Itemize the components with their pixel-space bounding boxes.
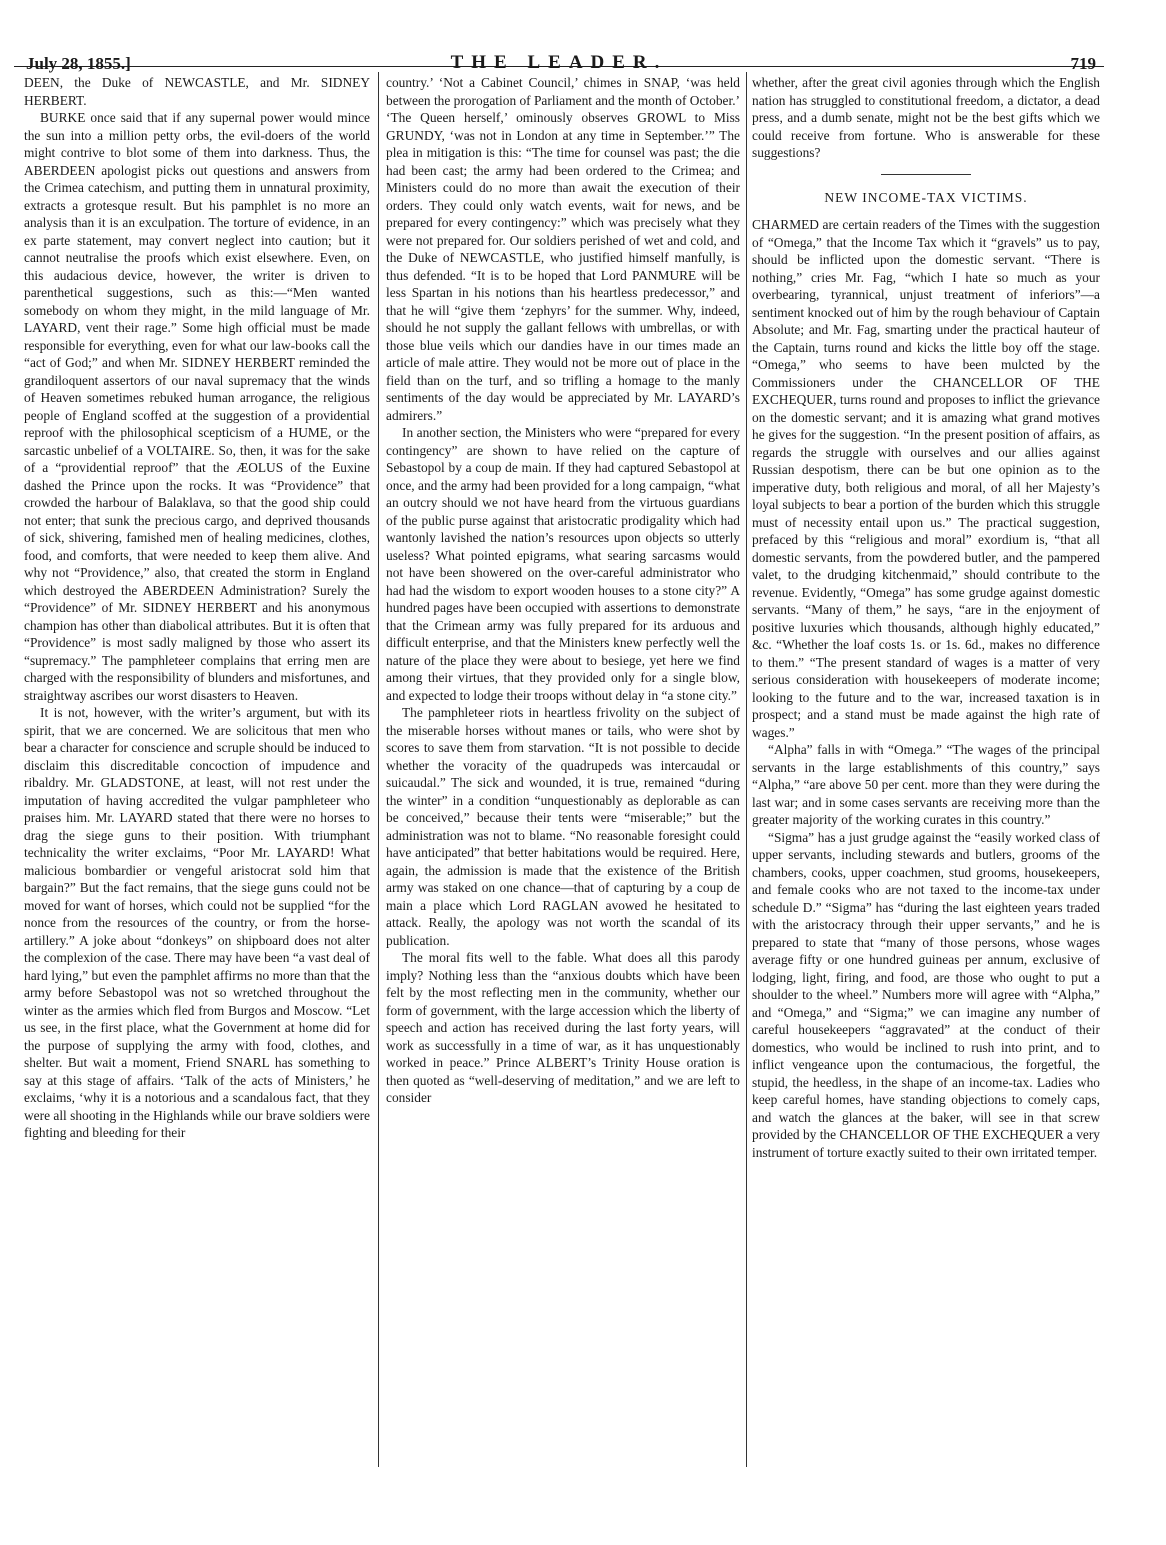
issue-date: July 28, 1855.]: [26, 54, 131, 73]
newspaper-title: THE LEADER.: [450, 52, 668, 73]
column-1: [24, 74, 370, 1534]
article-paragraph: DEEN, the Duke of NEWCASTLE, and Mr. SIDNEY HERBERT.: [24, 75, 370, 108]
article-paragraph: In another section, the Ministers who were “prepared for every contingency” are shown to have relied on the capture of Sebastopol by a coup de main. If they had captured Sebastopol at once, and the army had been provided for a long campaign, “what an outcry should we not have heard from the virtuous guardians of the public purse against that aristocratic prodigality which had wantonly lavished the nation’s resources upon objects so utterly useless? What pointed epigrams, what searing sarcasms would not have been showered on the over-careful administrator who had had the wisdom to export wooden houses to a stone city?” A hundred pages have been occupied with assertions to demonstrate that the Crimean army was fully prepared for its arduous and difficult enterprise, and that the Ministers knew perfectly well the nature of the place they were about to besiege, yet here we find among their virtues, that they provided only for a single blow, and expected to lodge their troops without delay in “a stone city.”: [386, 425, 740, 703]
column-3: [752, 74, 1100, 1534]
column-rule: [746, 72, 747, 1467]
column-rule: [378, 72, 379, 1467]
article-heading: NEW INCOME-TAX VICTIMS.: [824, 189, 1028, 205]
article-paragraph: country.’ ‘Not a Cabinet Council,’ chimes in SNAP, ‘was held between the prorogation of Parliament and the month of October.’ ‘The Queen herself,’ ominously observes GROWL to Miss GRUNDY, ‘was not in London at any time in September.’” The plea in mitigation is this: “The time for counsel was past; the die had been cast; the army had been ordered to the Crimea; and Ministers could do no more than await the execution of their orders. They could only watch events, wait for news, and be prepared for every contingency:” which was precisely what they were not prepared for. Our soldiers perished of wet and cold, and the Duke of NEWCASTLE, who justified himself manfully, is thus defended. “It is to be hoped that Lord PANMURE will be less Spartan in his notions than his heartless predecessor,” and that he will “give them ‘zephyrs’ for the summer. Why, indeed, should he not supply the gallant fellows with umbrellas, or with those blue veils which our dandies have in our times made an article of male attire. They would not be more out of place in the field than on the turf, and so trifling a homage to the manly sentiments of the day would be appreciated by Mr. LAYARD’s admirers.”: [386, 75, 740, 423]
article-paragraph: It is not, however, with the writer’s argument, but with its spirit, that we are concerned. We are solicitous that men who bear a character for conscience and scruple should be induced to disclaim this discreditable concoction of impudence and ribaldry. Mr. GLADSTONE, at least, will not rest under the imputation of having accredited the vulgar pamphleteer who praises him. Mr. LAYARD stated that there were no horses to drag the siege guns to their position. With triumphant technicality the writer exclaims, “Poor Mr. LAYARD! What malicious bombardier or vengeful aristocrat sold him that bargain?” But the fact remains, that the siege guns could not be moved for want of horses, which could not be supplied “for the nonce from the resources of the country, or from the horse-artillery.” A joke about “donkeys” on shipboard does not alter the complexion of the case. There may have been “a vast deal of hard lying,” but even the pamphlet affirms no more than that the army before Sebastopol was not so wretched throughout the winter as the armies which fled from Burgos and Moscow. “Let us see, in the first place, what the Government at home did for the purpose of supplying the army with food, clothes, and shelter. But wait a moment, Friend SNARL has something to say at this stage of affairs. ‘Talk of the acts of Ministers,’ he exclaims, ‘why it is a notorious and a scandalous fact, that they were all shooting in the Highlands while our brave soldiers were fighting and bleeding for their: [24, 705, 370, 1140]
article-paragraph: BURKE once said that if any supernal power would mince the sun into a million petty orbs, the evil-doers of the world might contrive to blot some of them into darkness. Thus, the ABERDEEN apologist picks out questions and answers from the Crimea catechism, and putting them in unnatural proximity, extracts a grotesque result. But his pamphlet is no more an analysis than it is an exculpation. The torture of evidence, in an ex parte statement, may convert neglect into caution; but it cannot neutralise the proofs which exist elsewhere. Even, on this audacious device, however, the writer is driven to parenthetical suggestions, such as this:—“Men wanted somebody on whom they might, in the mild language of Mr. LAYARD, vent their rage.” Some high official must be made responsible for everything, even for what our law-books call the “act of God;” and when Mr. SIDNEY HERBERT reminded the grandiloquent assertors of our naval supremacy that the winds of Heaven sometimes rebuked human arrogance, the religious people of England scoffed at the suggestion of a providential reproof with the philosophical scepticism of a HUME, or the sarcastic unbelief of a VOLTAIRE. So, then, it was for the sake of a “providential reproof” that the ÆOLUS of the Euxine dashed the Prince upon the rocks. It was “Providence” that crowded the harbour of Balaklava, so that the good ship could not enter; that sunk the precious cargo, and deprived thousands of sick, shivering, famished men of healing medicines, clothes, food, and comforts, that were needed to keep them alive. And why not “Providence,” also, that created the storm in England which destroyed the ABERDEEN Administration? Surely the “Providence” of Mr. SIDNEY HERBERT and his anonymous champion has other than diabolical attributes. But it is often that “Providence” is most sadly maligned by those who assert its “supremacy.” The pamphleteer complains that erring men are charged with the responsibility of blunders and misfortunes, and straightway ascribes our worst disasters to Heaven.: [24, 110, 370, 703]
article-paragraph: CHARMED are certain readers of the Times with the suggestion of “Omega,” that the Income Tax which it “gravels” us to pay, should be inflicted upon the domestic servant. “There is nothing,” cries Mr. Fag, “which I hate so much as your overbearing, tyrannical, unjust treatment of inferiors”—a sentiment knocked out of him by the rough behaviour of Captain Absolute; and Mr. Fag, smarting under the practical hauteur of the Captain, turns round and kicks the little boy off the stage. “Omega,” who seems to have been mulcted by the Commissioners under the CHANCELLOR OF THE EXCHEQUER, turns round and proposes to inflict the grievance on the domestic servant; and it is amazing what grand motives he gives for the suggestion. “In the present position of affairs, as regards the struggle with ourselves and our allies against Russian despotism, there can be but one opinion as to the imperative duty, both religious and moral, of all her Majesty’s loyal subjects to bear a portion of the burden which this struggle must of necessity entail upon us.” The practical suggestion, prefaced by this “religious and moral” exordium is, “that all domestic servants, from the powdered butler, and the pampered valet, to the drudging kitchenmaid,” should contribute to the revenue. Evidently, “Omega” has some grudge against domestic servants. “Many of them,” he says, “are in the enjoyment of positive luxuries which thousands, although highly educated,” &c. “Whether the loaf costs 1s. or 1s. 6d., makes no difference to them.” “The present standard of wages is a matter of very serious consideration with housekeepers of moderate income; looking to the future and to the war, increased taxation is in prospect; and a stand must be made against the high rate of wages.”: [752, 217, 1100, 740]
article-paragraph: The moral fits well to the fable. What does all this parody imply? Nothing less than the “anxious doubts which have been felt by the most reflecting men in the community, whether our form of government, with the large accession which the liberty of speech and action has received during the last forty years, will work as successfully in a time of war, as it has unquestionably worked in peace.” Prince ALBERT’s Trinity House oration is then quoted as “well-deserving of meditation,” and we are left to consider: [386, 950, 740, 1105]
page-number: 719: [1070, 54, 1096, 73]
masthead: [14, 10, 1104, 73]
column-2: [386, 74, 740, 1534]
article-paragraph: “Alpha” falls in with “Omega.” “The wages of the principal servants in the large establishments of this country,” says “Alpha,” “are above 50 per cent. more than they were during the last war; and in some cases servants are receiving more than the greater majority of the working curates in this country.”: [752, 742, 1100, 827]
article-paragraph: The pamphleteer riots in heartless frivolity on the subject of the miserable horses without manes or tails, who were shot by scores to save them from starvation. “It is not possible to decide whether the voracity of the quadrupeds was intercaudal or suicaudal.” The sick and wounded, it is true, remained “during the winter” in a condition “unquestionably as deplorable as can be conceived,” because their tents were “miserable;” but the administration was not to blame. “No reasonable foresight could have anticipated” that better habitations would be required. Here, again, the admission is made that the existence of the British army was staked on one chance—that of capturing by a coup de main a place which Lord RAGLAN avowed he hesitated to attack. Really, the apology was not worth the scandal of its publication.: [386, 705, 740, 948]
section-divider: [881, 174, 971, 175]
article-paragraph: whether, after the great civil agonies through which the English nation has struggled to constitutional freedom, a dictator, a dead press, and a dumb senate, might not be the best gifts which we could receive from fortune. Who is answerable for these suggestions?: [752, 75, 1100, 160]
article-paragraph: “Sigma” has a just grudge against the “easily worked class of upper servants, including stewards and butlers, grooms of the chambers, cooks, upper coachmen, stud grooms, housekeepers, and female cooks who are not taxed to the income-tax under schedule D.” “Sigma” has “during the last eighteen years traded with the aristocracy through their upper servants,” and he is prepared to state that “many of those persons, whose wages average fifty or one hundred guineas per annum, exclusive of lodging, light, firing, and food, are those who ought to put a shoulder to the wheel.” Numbers more will agree with “Alpha,” and “Omega,” and “Sigma;” we can imagine any number of careful housekeepers “aggravated” at the conduct of their domestics, who would be inclined to rush into print, and to inflict vengeance upon the contumacious, the forgetful, the stupid, the heedless, in the shape of an income-tax. Ladies who keep careful homes, have standing objections to comely caps, and watch the glances at the baker, will see in that screw provided by the CHANCELLOR OF THE EXCHEQUER a very instrument of torture exactly suited to their own irritated temper.: [752, 829, 1100, 1160]
